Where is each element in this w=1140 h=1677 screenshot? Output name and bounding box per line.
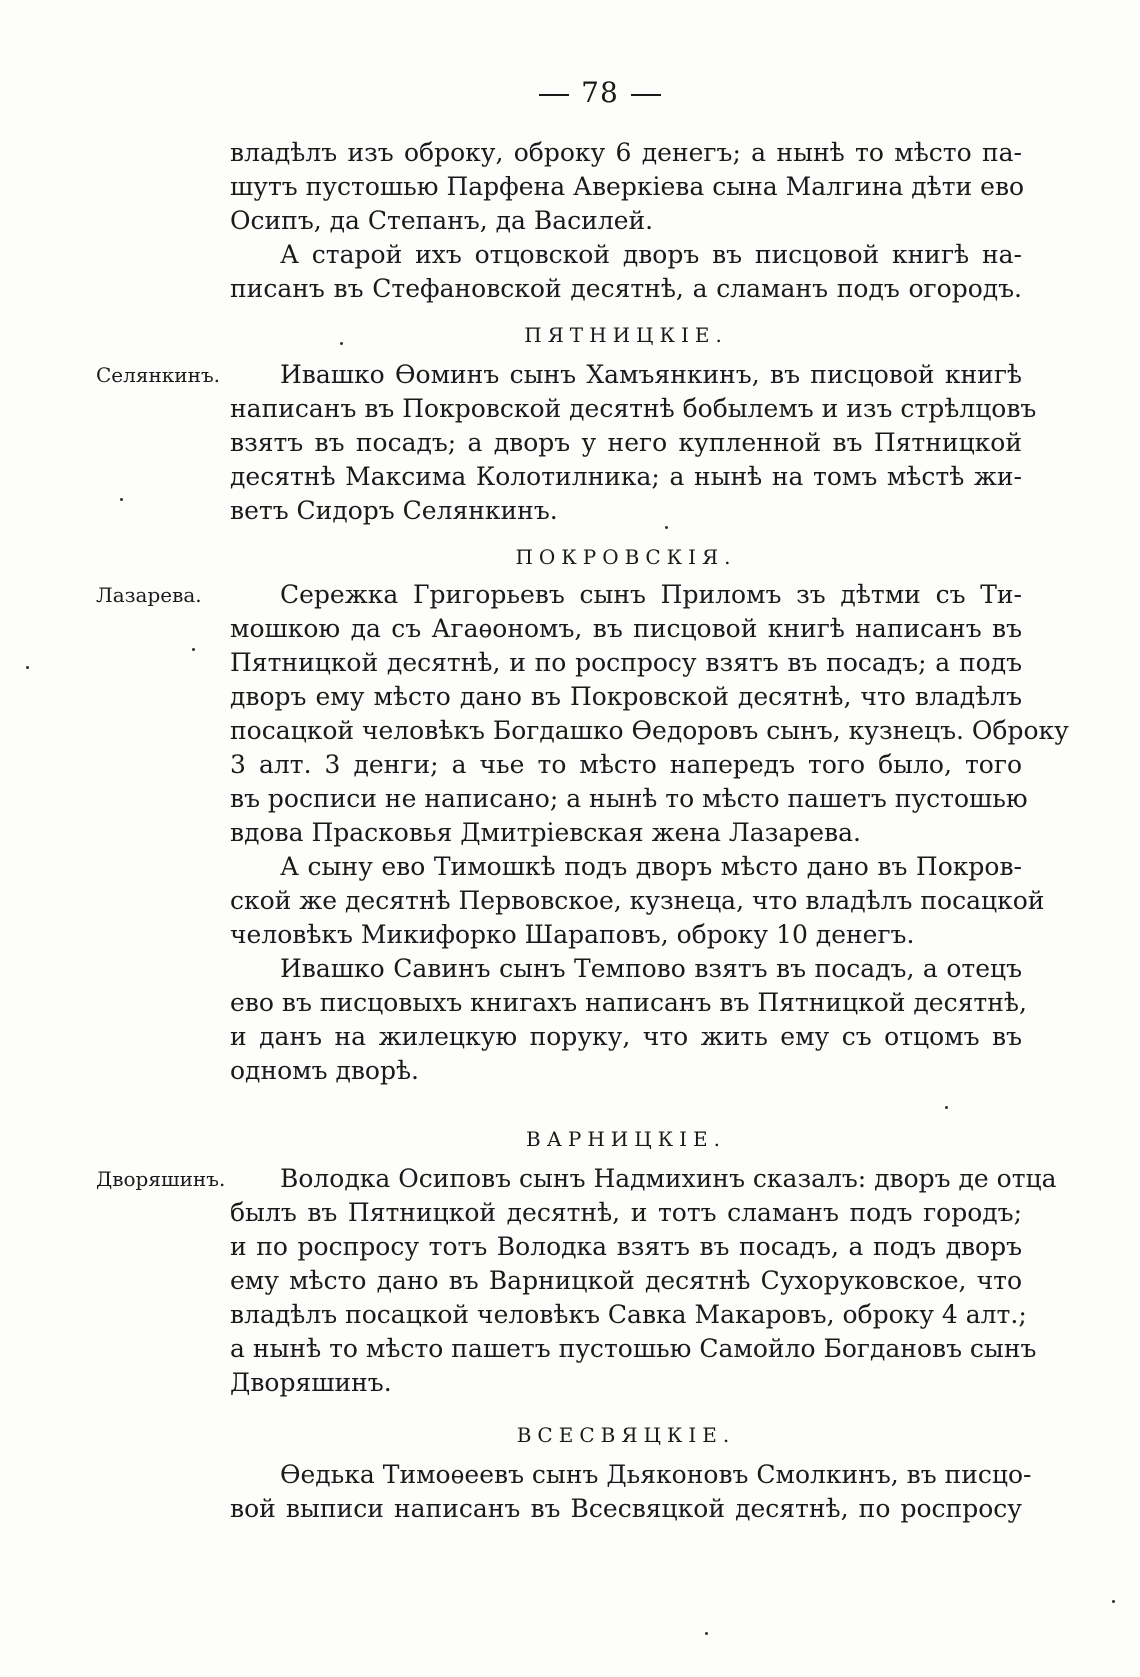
- text-line: шутъ пустошью Парфена Аверкіева сына Малгина дѣти ево: [230, 172, 1025, 201]
- page-number-value: 78: [581, 76, 619, 109]
- scan-speck: [1112, 1600, 1115, 1603]
- margin-note: Лазарева.: [96, 583, 202, 607]
- text-line: а нынѣ то мѣсто пашетъ пустошью Самойло Богдановъ сынъ: [230, 1334, 1037, 1363]
- margin-note: Селянкинъ.: [96, 363, 221, 387]
- section-heading: ПЯТНИЦКІЕ.: [524, 323, 728, 347]
- text-line: Ѳедька Тимоѳеевъ сынъ Дьяконовъ Смолкинъ, въ писцо-: [280, 1460, 1032, 1489]
- text-line: и по роспросу тотъ Володка взятъ въ посадъ, а подъ дворъ: [230, 1232, 1022, 1261]
- scan-speck: [340, 342, 343, 345]
- text-line: Ивашко Савинъ сынъ Темпово взятъ въ посадъ, а отецъ: [280, 954, 1022, 983]
- text-line: Дворяшинъ.: [230, 1368, 392, 1397]
- text-line: дворъ ему мѣсто дано въ Покровской десятнѣ, что владѣлъ: [230, 682, 1022, 711]
- text-line: ево въ писцовыхъ книгахъ написанъ въ Пятницкой десятнѣ,: [230, 988, 1027, 1017]
- text-line: ветъ Сидоръ Селянкинъ.: [230, 496, 558, 525]
- section-heading: ПОКРОВСКІЯ.: [515, 545, 737, 569]
- text-line: Осипъ, да Степанъ, да Василей.: [230, 206, 654, 235]
- text-line: вдова Прасковья Дмитріевская жена Лазарева.: [230, 818, 861, 847]
- text-line: одномъ дворѣ.: [230, 1056, 420, 1085]
- text-line: Пятницкой десятнѣ, и по роспросу взятъ въ посадъ; а подъ: [230, 648, 1022, 677]
- text-line: вой выписи написанъ въ Всесвяцкой десятнѣ, по роспросу: [230, 1494, 1022, 1523]
- scan-speck: [26, 666, 29, 669]
- text-line: былъ въ Пятницкой десятнѣ, и тотъ сламанъ подъ городъ;: [230, 1198, 1022, 1227]
- text-line: А сыну ево Тимошкѣ подъ дворъ мѣсто дано въ Покров-: [280, 852, 1022, 881]
- scan-speck: [192, 648, 195, 651]
- text-line: ему мѣсто дано въ Варницкой десятнѣ Сухоруковское, что: [230, 1266, 1022, 1295]
- text-line: и данъ на жилецкую поруку, что жить ему съ отцомъ въ: [230, 1022, 1022, 1051]
- scan-speck: [120, 498, 123, 501]
- text-line: десятнѣ Максима Колотилника; а нынѣ на томъ мѣстѣ жи-: [230, 462, 1022, 491]
- text-line: владѣлъ посацкой человѣкъ Савка Макаровъ, оброку 4 алт.;: [230, 1300, 1027, 1329]
- text-line: Ивашко Ѳоминъ сынъ Хамъянкинъ, въ писцовой книгѣ: [280, 360, 1022, 389]
- text-line: Сережка Григорьевъ сынъ Приломъ зъ дѣтми съ Ти-: [280, 580, 1022, 609]
- page-number-dash-right: [631, 94, 661, 96]
- text-line: ской же десятнѣ Первовское, кузнеца, что владѣлъ посацкой: [230, 886, 1045, 915]
- text-line: мошкою да съ Агаѳономъ, въ писцовой книгѣ написанъ въ: [230, 614, 1022, 643]
- text-line: владѣлъ изъ оброку, оброку 6 денегъ; а нынѣ то мѣсто па-: [230, 138, 1022, 167]
- text-line: посацкой человѣкъ Богдашко Ѳедоровъ сынъ, кузнецъ. Оброку: [230, 716, 1069, 745]
- page-number-dash-left: [539, 94, 569, 96]
- text-line: 3 алт. 3 денги; а чье то мѣсто напередъ того было, того: [230, 750, 1022, 779]
- text-line: писанъ въ Стефановской десятнѣ, а сламанъ подъ огородъ.: [230, 274, 1022, 303]
- text-line: взятъ въ посадъ; а дворъ у него купленной въ Пятницкой: [230, 428, 1022, 457]
- text-line: человѣкъ Микифорко Шараповъ, оброку 10 денегъ.: [230, 920, 915, 949]
- margin-note: Дворяшинъ.: [96, 1167, 226, 1191]
- scan-speck: [945, 1106, 948, 1109]
- text-line: Володка Осиповъ сынъ Надмихинъ сказалъ: дворъ де отца: [280, 1164, 1057, 1193]
- text-line: написанъ въ Покровской десятнѣ бобылемъ и изъ стрѣлцовъ: [230, 394, 1037, 423]
- scan-speck: [705, 1632, 708, 1635]
- section-heading: ВАРНИЦКІЕ.: [526, 1127, 726, 1151]
- section-heading: ВСЕСВЯЦКІЕ.: [516, 1423, 736, 1447]
- scan-speck: [665, 526, 668, 529]
- text-line: въ росписи не написано; а нынѣ то мѣсто пашетъ пустошью: [230, 784, 1028, 813]
- page-number: [0, 76, 1140, 109]
- text-line: А старой ихъ отцовской дворъ въ писцовой книгѣ на-: [280, 240, 1022, 269]
